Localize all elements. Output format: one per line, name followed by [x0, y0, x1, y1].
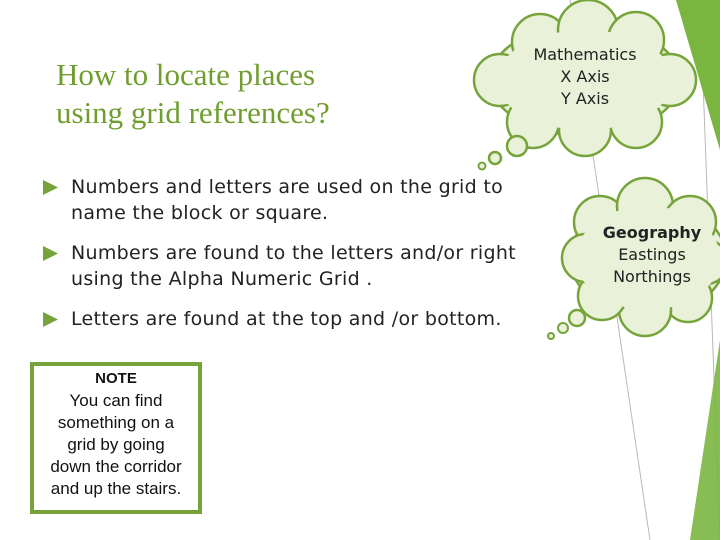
- geo-cloud-line: Eastings: [618, 245, 686, 264]
- bullet-item: [42, 174, 582, 226]
- bullet-text: Letters are found at the top and /or bottom.: [71, 308, 502, 330]
- note-body: [34, 390, 198, 500]
- math-cloud-line: X Axis: [560, 67, 610, 86]
- note-line: down the corridor: [50, 457, 182, 476]
- math-cloud-heading: Mathematics: [533, 45, 637, 64]
- bullet-text: using the Alpha Numeric Grid .: [71, 268, 373, 290]
- corner-accent-shape: [690, 340, 720, 540]
- note-line: grid by going: [67, 435, 165, 454]
- thought-bubble-dot: [479, 163, 486, 170]
- geo-cloud-line: Northings: [613, 267, 691, 286]
- note-line: and up the stairs.: [50, 479, 182, 498]
- triangle-bullet-icon: [43, 246, 58, 261]
- triangle-bullet-icon: [43, 180, 58, 195]
- bullet-item: [42, 240, 582, 292]
- triangle-bullet-icon: [43, 312, 58, 327]
- thought-bubble-dot: [507, 136, 527, 156]
- slide-title: [56, 56, 416, 132]
- math-cloud-text: [530, 44, 640, 110]
- math-cloud-line: Y Axis: [560, 89, 610, 108]
- geo-cloud-heading: Geography: [602, 223, 702, 242]
- slide-title-line: using grid references?: [56, 95, 330, 130]
- thought-bubble-dot: [489, 152, 501, 164]
- note-line: You can find: [69, 391, 163, 410]
- bullet-text: Numbers and letters are used on the grid to: [71, 176, 504, 198]
- bullet-text: Numbers are found to the letters and/or right: [71, 242, 516, 264]
- bullet-item: [42, 306, 582, 332]
- bullet-text: name the block or square.: [71, 202, 329, 224]
- geo-cloud-text: [594, 222, 710, 288]
- note-line: something on a: [57, 413, 175, 432]
- bullet-list: [42, 174, 582, 346]
- slide-title-line: How to locate places: [56, 57, 316, 92]
- note-heading: NOTE: [95, 370, 137, 387]
- note-box: [30, 362, 202, 514]
